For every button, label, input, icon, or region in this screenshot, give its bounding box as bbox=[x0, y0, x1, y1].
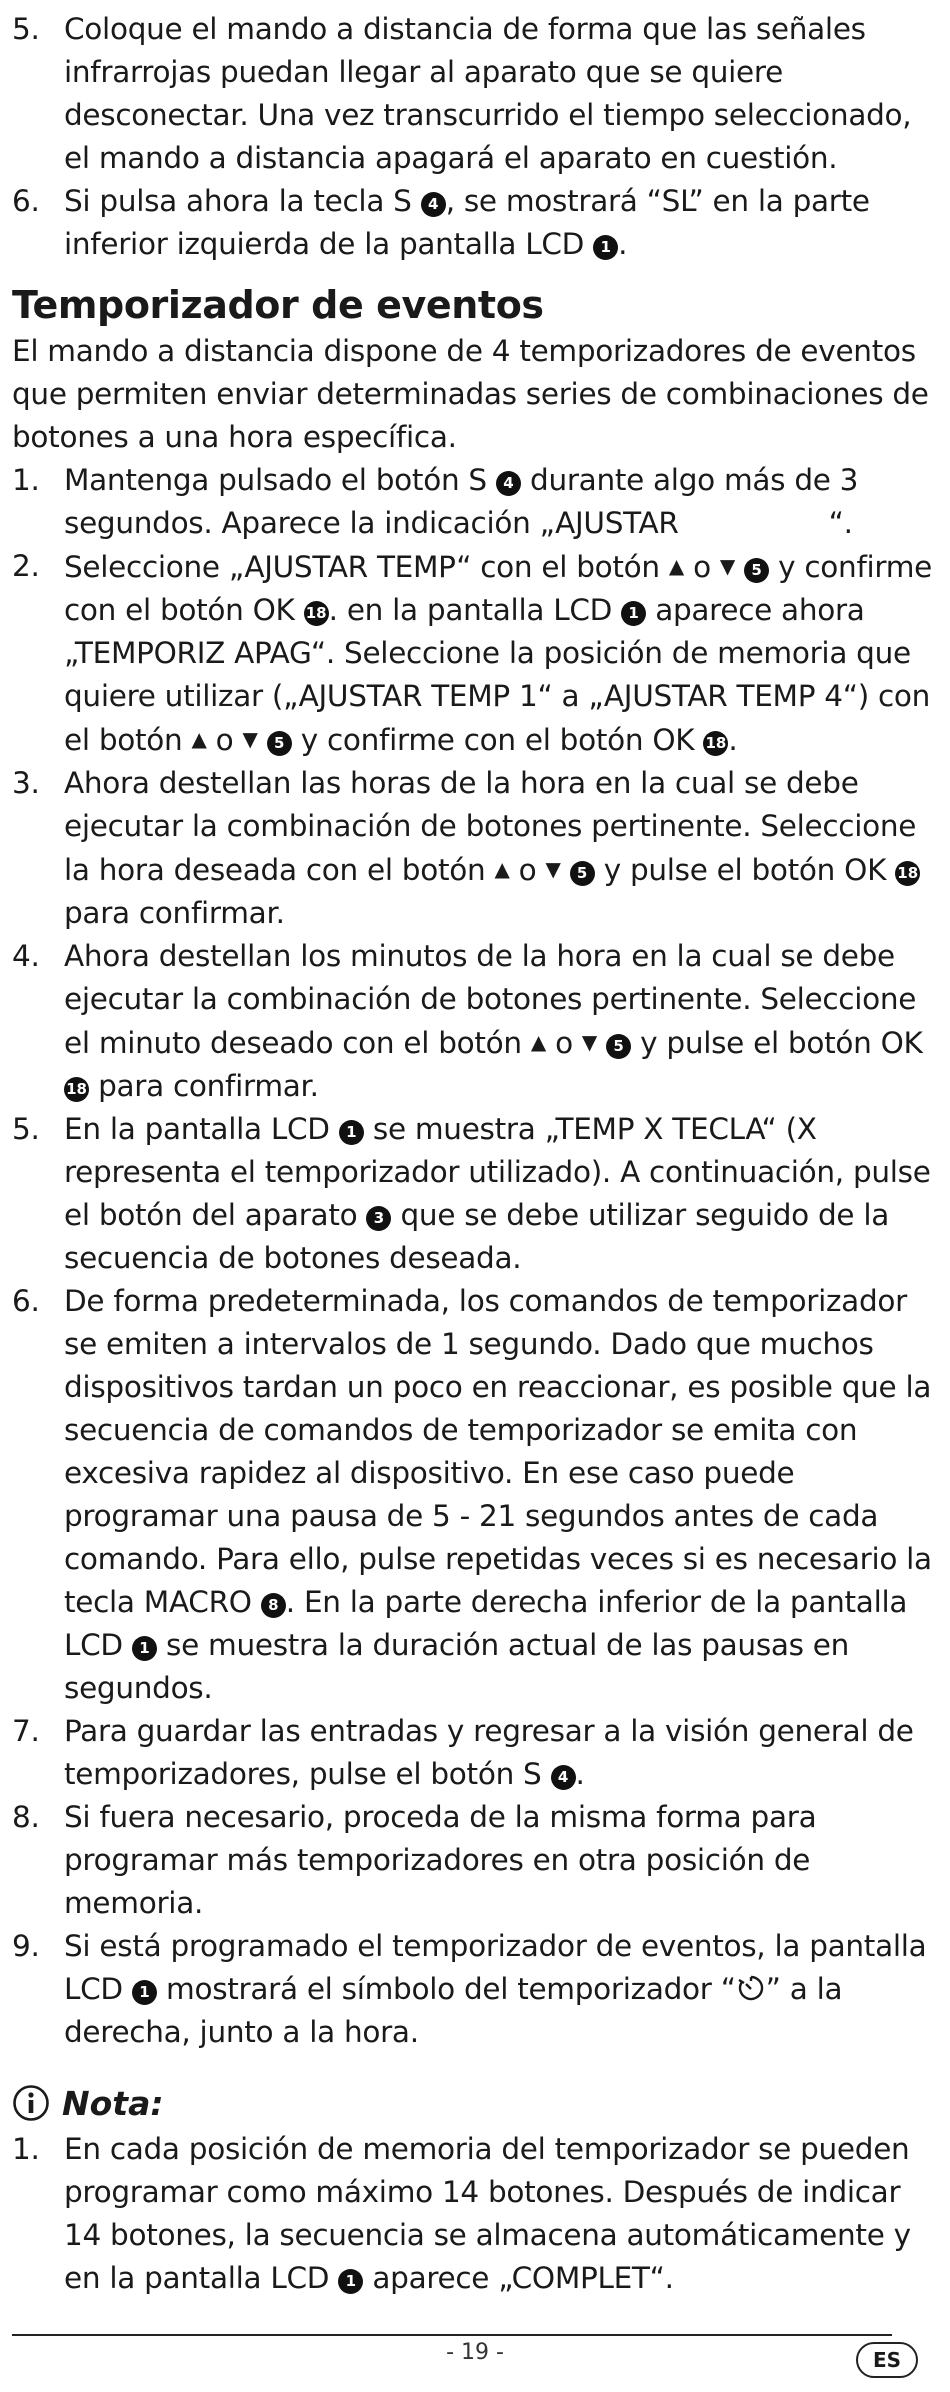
list-item: 1. En cada posición de memoria del temporizador se pueden programar como máximo 14 botones. Después de indicar 14 botones, la secuencia se almacena automáticamente y en la pantalla LCD 1 aparece „COMPLET“. bbox=[12, 2132, 911, 2295]
callout-badge: 18 bbox=[703, 731, 728, 756]
list-item: 5. Coloque el mando a distancia de forma que las señales infrarrojas puedan llegar al aparato que se quiere desconectar. Una vez transcurrido el tiempo seleccionado, el mando a distancia apagará el aparato en cuestión. bbox=[12, 12, 912, 175]
callout-badge: 8 bbox=[261, 1593, 286, 1618]
language-badge: ES bbox=[856, 2342, 918, 2378]
callout-badge: 5 bbox=[744, 558, 769, 583]
section-intro: El mando a distancia dispone de 4 temporizadores de eventos que permiten enviar determinadas series de combinaciones de botones a una hora específica. bbox=[12, 334, 929, 454]
triangle-up-icon: ▲ bbox=[668, 554, 684, 578]
triangle-up-icon: ▲ bbox=[191, 727, 207, 751]
triangle-down-icon: ▼ bbox=[719, 554, 735, 578]
timer-steps bbox=[12, 459, 938, 2054]
callout-badge: 5 bbox=[570, 861, 595, 886]
page-number: - 19 - bbox=[446, 2340, 504, 2365]
callout-badge: 4 bbox=[551, 1765, 576, 1790]
callout-badge: 5 bbox=[267, 731, 292, 756]
triangle-down-icon: ▼ bbox=[581, 1030, 597, 1054]
list-item: 6. De forma predeterminada, los comandos de temporizador se emiten a intervalos de 1 segundo. Dado que muchos dispositivos tardan un poco en reaccionar, es posible que la secuencia de comandos de temporizador se emita con excesiva rapidez al dispositivo. En ese caso puede programar una pausa de 5 - 21 segundos antes de cada comando. Para ello, pulse repetidas veces si es necesario la tecla MACRO 8 . En la parte derecha inferior de la pantalla LCD 1 se muestra la duración actual de las pausas en segundos. bbox=[12, 1284, 932, 1705]
note-title: Nota: bbox=[62, 2083, 164, 2123]
callout-badge: 1 bbox=[132, 1980, 157, 2005]
list-item: 4. Ahora destellan los minutos de la hora en la cual se debe ejecutar la combinación de botones pertinente. Seleccione el minuto deseado con el botón ▲ o ▼ 5 y pulse el botón OK 18 para confirmar. bbox=[12, 939, 923, 1103]
callout-badge: 3 bbox=[366, 1206, 391, 1231]
callout-badge: 4 bbox=[496, 471, 521, 496]
section-title: Temporizador de eventos bbox=[12, 283, 544, 327]
callout-badge: 18 bbox=[895, 861, 920, 886]
list-item: 8. Si fuera necesario, proceda de la misma forma para programar más temporizadores en otra posición de memoria. bbox=[12, 1800, 817, 1920]
note-list bbox=[12, 2128, 938, 2300]
callout-badge: 18 bbox=[304, 601, 329, 626]
callout-badge: 1 bbox=[132, 1636, 157, 1661]
note-heading bbox=[12, 2080, 938, 2126]
callout-badge: 1 bbox=[593, 235, 618, 260]
callout-badge: 1 bbox=[339, 1120, 364, 1145]
intro-steps bbox=[12, 8, 938, 266]
list-item: 5. En la pantalla LCD 1 se muestra „TEMP X TECLA“ (X representa el temporizador utilizado). A continuación, pulse el botón del aparato 3 que se debe utilizar seguido de la secuencia de botones deseada. bbox=[12, 1112, 931, 1275]
list-item: 7. Para guardar las entradas y regresar a la visión general de temporizadores, pulse el botón S 4 . bbox=[12, 1714, 914, 1791]
callout-badge: 1 bbox=[621, 601, 646, 626]
triangle-down-icon: ▼ bbox=[545, 857, 561, 881]
timer-icon bbox=[736, 1973, 766, 2003]
callout-badge: 5 bbox=[606, 1034, 631, 1059]
list-item: 6. Si pulsa ahora la tecla S 4 , se mostrará “SL” en la parte inferior izquierda de la pantalla LCD 1 . bbox=[12, 184, 870, 261]
triangle-up-icon: ▲ bbox=[530, 1030, 546, 1054]
manual-page bbox=[12, 8, 938, 2300]
list-item: 3. Ahora destellan las horas de la hora en la cual se debe ejecutar la combinación de botones pertinente. Seleccione la hora deseada con el botón ▲ o ▼ 5 y pulse el botón OK 18 para confirmar. bbox=[12, 762, 938, 935]
triangle-up-icon: ▲ bbox=[494, 857, 510, 881]
callout-badge: 4 bbox=[421, 192, 446, 217]
triangle-down-icon: ▼ bbox=[242, 727, 258, 751]
info-icon bbox=[12, 2084, 50, 2122]
page-footer bbox=[12, 2334, 938, 2392]
callout-badge: 18 bbox=[64, 1077, 89, 1102]
list-item: 9. Si está programado el temporizador de eventos, la pantalla LCD 1 mostrará el símbolo del temporizador “ ” a la derecha, junto a la hora. bbox=[12, 1929, 927, 2049]
callout-badge: 1 bbox=[338, 2269, 363, 2294]
list-item: 2. Seleccione „AJUSTAR TEMP“ con el botón ▲ o ▼ 5 y confirme con el botón OK 18. en la pantalla LCD 1 aparece ahora „TEMPORIZ APAG“. Seleccione la posición de memoria que quiere utilizar („AJUSTAR TEMP 1“ a „AJUSTAR TEMP 4“) con el botón ▲ o ▼ 5 y confirme con el botón OK 18. bbox=[12, 549, 933, 757]
list-item: 1. Mantenga pulsado el botón S 4 durante algo más de 3 segundos. Aparece la indicación „AJUSTAR “. bbox=[12, 463, 859, 540]
footer-divider bbox=[12, 2334, 892, 2336]
